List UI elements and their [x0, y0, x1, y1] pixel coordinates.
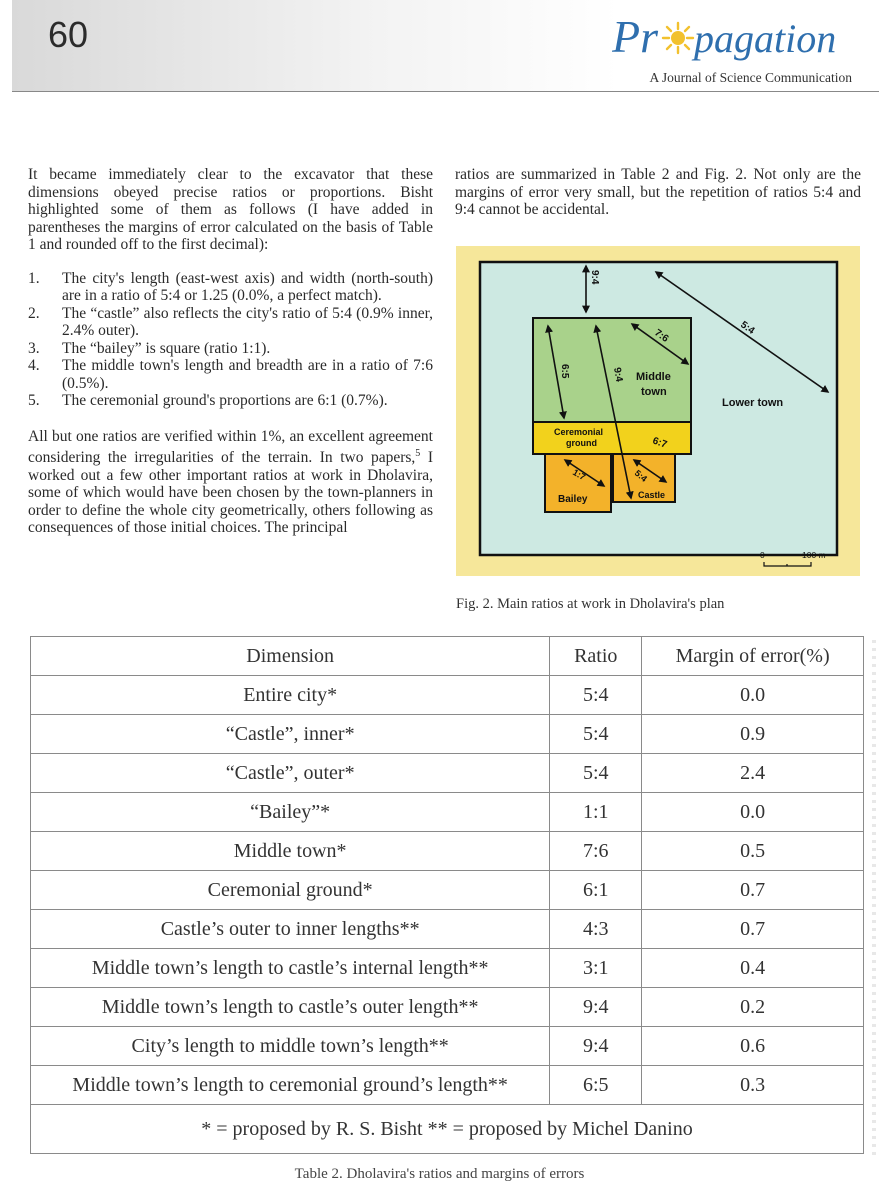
figure-caption: Fig. 2. Main ratios at work in Dholavira's plan: [456, 596, 725, 612]
dimension-cell: Middle town’s length to castle’s internal length**: [31, 949, 550, 988]
list-item: 1. The city's length (east-west axis) and width (north-south) are in a ratio of 5:4 or 1.25 (0.0%, a perfect match).: [28, 269, 433, 304]
dimension-cell: “Castle”, inner*: [31, 715, 550, 754]
logo-star-icon: [663, 23, 693, 53]
dimension-cell: “Bailey”*: [31, 793, 550, 832]
margin-cell: 0.5: [642, 832, 864, 871]
dimension-cell: Middle town’s length to ceremonial ground’s length**: [31, 1066, 550, 1105]
ratios-table: [30, 636, 864, 1154]
footnote-mark: 5: [415, 448, 421, 459]
header-rule: [12, 91, 879, 92]
page-number: 60: [48, 14, 89, 55]
label-ratio-6-5: 6:5: [559, 364, 570, 379]
table-row: [31, 715, 864, 754]
dimension-cell: Middle town*: [31, 832, 550, 871]
dimension-cell: Middle town’s length to castle’s outer length**: [31, 988, 550, 1027]
ratio-cell: 5:4: [550, 676, 642, 715]
label-ceremonial-line2: ground: [566, 438, 597, 448]
dimension-cell: Ceremonial ground*: [31, 871, 550, 910]
ratio-cell: 6:1: [550, 871, 642, 910]
ratio-cell: 1:1: [550, 793, 642, 832]
table-header-row: [31, 637, 864, 676]
ratio-list: [28, 270, 433, 410]
table-row: [31, 832, 864, 871]
logo-text-left: Pr: [612, 11, 658, 62]
table-footnote-row: [31, 1105, 864, 1154]
table-row: [31, 1027, 864, 1066]
ratio-cell: 6:5: [550, 1066, 642, 1105]
dimension-cell: Entire city*: [31, 676, 550, 715]
label-ratio-9-4-top: 9:4: [589, 270, 600, 285]
dimension-cell: “Castle”, outer*: [31, 754, 550, 793]
label-ratio-7-6: 7:6: [652, 327, 671, 345]
table-row: [31, 988, 864, 1027]
margin-cell: 0.2: [642, 988, 864, 1027]
table-row: [31, 1066, 864, 1105]
table-footnote: * = proposed by R. S. Bisht ** = proposed by Michel Danino: [31, 1105, 864, 1154]
label-ratio-5-4-city: 5:4: [738, 319, 757, 337]
margin-cell: 0.3: [642, 1066, 864, 1105]
intro-paragraph: It became immediately clear to the excavator that these dimensions obeyed precise ratios or proportions. Bisht highlighted some of them as follows (I have added in parentheses the margins of error calculated on the basis of Table 1 and rounded off to the first decimal):: [28, 166, 433, 253]
ratio-cell: 9:4: [550, 988, 642, 1027]
ratio-cell: 5:4: [550, 715, 642, 754]
list-item: 2. The “castle” also reflects the city's ratio of 5:4 (0.9% inner, 2.4% outer).: [28, 304, 433, 339]
table-row: [31, 754, 864, 793]
table-row: [31, 910, 864, 949]
margin-cell: 0.9: [642, 715, 864, 754]
label-middle-town-line2: town: [641, 386, 667, 398]
dimension-cell: Castle’s outer to inner lengths**: [31, 910, 550, 949]
label-bailey: Bailey: [558, 494, 588, 505]
ratio-cell: 3:1: [550, 949, 642, 988]
ratio-cell: 5:4: [550, 754, 642, 793]
list-item: 5. The ceremonial ground's proportions are 6:1 (0.7%).: [28, 392, 388, 409]
header-dimension: Dimension: [31, 637, 550, 676]
right-column: [455, 166, 861, 219]
table-row: [31, 949, 864, 988]
left-column: [28, 166, 433, 537]
closing-paragraph: All but one ratios are verified within 1%, an excellent agreement considering the irregularities of the terrain. In two papers,$^5$ I worked out a few other important ratios at work in Dholavira, some of which would have been chosen by the town-planners in order to define the whole city geometrically, others following as consequences of those initial choices. The principal: [28, 427, 433, 537]
table-caption: Table 2. Dholavira's ratios and margins of errors: [294, 1166, 585, 1182]
label-ceremonial-line1: Ceremonial: [554, 427, 604, 437]
right-paragraph: ratios are summarized in Table 2 and Fig. 2. Not only are the margins of error very small, but the repetition of ratios 5:4 and 9:4 cannot be accidental.: [455, 166, 861, 218]
label-ratio-1-7: 1:7: [571, 467, 588, 483]
scale-label-100m: 100 m: [802, 550, 826, 560]
table-row: [31, 676, 864, 715]
logo-text-right: pagation: [694, 16, 837, 61]
table-body: [31, 676, 864, 1105]
dimension-cell: City’s length to middle town’s length**: [31, 1027, 550, 1066]
margin-cell: 0.0: [642, 793, 864, 832]
table-row: [31, 871, 864, 910]
margin-cell: 0.0: [642, 676, 864, 715]
table-row: [31, 793, 864, 832]
ratio-cell: 7:6: [550, 832, 642, 871]
label-lower-town: Lower town: [722, 397, 784, 409]
list-item: 3. The “bailey” is square (ratio 1:1).: [28, 339, 271, 357]
margin-cell: 0.4: [642, 949, 864, 988]
journal-logo: [612, 2, 862, 66]
label-middle-town-line1: Middle: [636, 371, 671, 383]
journal-subtitle: A Journal of Science Communication: [649, 70, 852, 85]
margin-cell: 0.7: [642, 871, 864, 910]
label-castle: Castle: [638, 490, 666, 500]
margin-cell: 0.6: [642, 1027, 864, 1066]
margin-cell: 0.7: [642, 910, 864, 949]
list-item: 4. The middle town's length and breadth are in a ratio of 7:6 (0.5%).: [28, 357, 433, 392]
header-ratio: Ratio: [550, 637, 642, 676]
page-edge-shadow: [872, 640, 876, 1160]
ratio-cell: 4:3: [550, 910, 642, 949]
label-ratio-9-4-mid: 9:4: [611, 366, 625, 383]
header-margin: Margin of error(%): [642, 637, 864, 676]
label-ratio-5-4-castle: 5:4: [632, 467, 650, 484]
label-ratio-6-7: 6:7: [650, 435, 669, 451]
margin-cell: 2.4: [642, 754, 864, 793]
dholavira-plan-figure: [456, 246, 860, 576]
scale-label-zero: 0: [760, 550, 765, 560]
ratio-cell: 9:4: [550, 1027, 642, 1066]
